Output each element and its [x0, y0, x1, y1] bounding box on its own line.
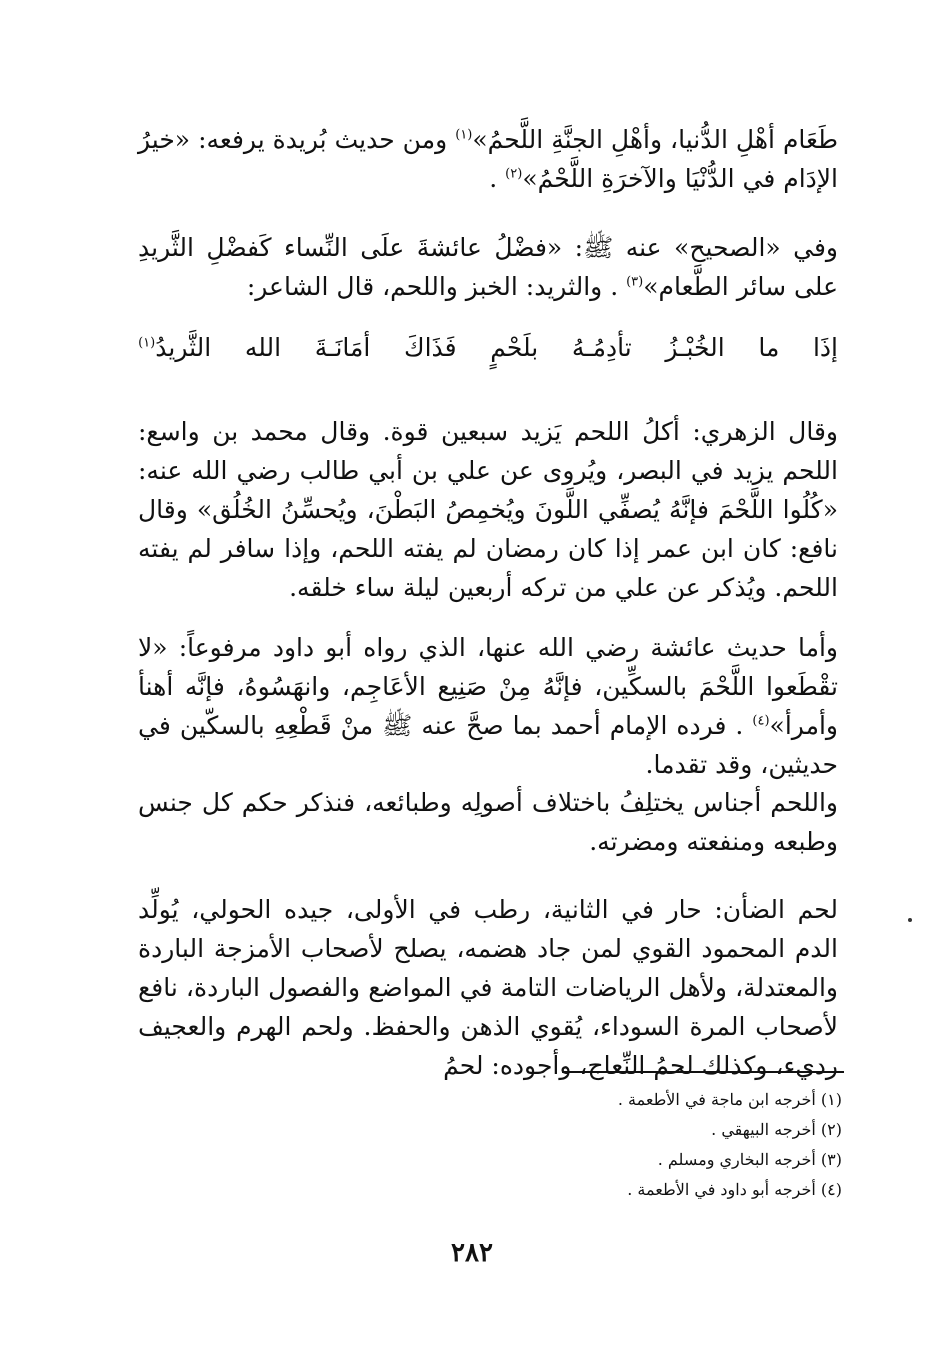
paragraph-meat-hadith-intro — [138, 120, 838, 198]
paragraph-text-part: . والثريد: الخبز واللحم، قال الشاعر: — [246, 272, 627, 301]
footnote-item: (٣) أخرجه البخاري ومسلم . — [657, 1150, 842, 1169]
paragraph-text — [138, 633, 838, 779]
verse-word: الخُبْـزُ — [665, 333, 725, 362]
paragraph-text: واللحم أجناس يختلِفُ باختلاف أصولِه وطبائعه، فنذكر حكم كل جنس وطبعه ومنفعته ومضرته. — [138, 788, 838, 856]
verse-word: تأدِمُـهُ — [571, 333, 632, 362]
footnote-ref: (٢) — [505, 166, 523, 182]
scan-speck — [908, 918, 912, 922]
verse-word: إذَا — [812, 333, 838, 362]
paragraph-zuhri — [138, 412, 838, 607]
footnote-ref: (٣) — [626, 274, 644, 290]
paragraph-aisha-virtue — [138, 228, 838, 306]
page-number: ٢٨٢ — [451, 1238, 493, 1268]
verse-word: بلَحْمٍ — [490, 333, 539, 362]
paragraph-text-part: . — [489, 164, 506, 193]
footnote-ref: (٤) — [752, 713, 770, 729]
paragraph-text: لحم الضأن: حار في الثانية، رطب في الأولى، جيده الحولي، يُولِّد الدم المحمود القوي لمن جاد هضمه، يصلح لأصحاب الأمزجة الباردة والمعتدلة، ولأهل الرياضات التامة في المواضع والفصول الباردة، نافع لأصحاب المرة السوداء، يُقوي الذهن والحفظ. ولحم الهرم والعجيف رديء، وكذلك لحمُ النِّعاج، وأجوده: لحمُ — [138, 895, 838, 1080]
footnote-ref: (١) — [138, 335, 156, 351]
paragraph-text: وقال الزهري: أكلُ اللحم يَزيد سبعين قوة. وقال محمد بن واسع: اللحم يزيد في البصر، ويُروى عن علي بن أبي طالب رضي الله عنه: «كُلُوا اللَّحْمَ فإنَّهُ يُصفِّي اللَّونَ ويُخمِصُ البَطْنَ، ويُحسِّنُ الخُلُق» وقال نافع: كان ابن عمر إذا كان رمضان لم يفته اللحم، وإذا سافر لم يفته اللحم. ويُذكر عن علي من تركه أربعين ليلة ساء خلقه. — [138, 417, 838, 602]
paragraph-meat-types — [138, 783, 838, 861]
verse-word: أمَانَـةَ — [314, 333, 371, 362]
paragraph-text — [138, 125, 838, 193]
verse-word: الثَّريدُ — [155, 333, 212, 362]
paragraph-text-part: وفي «الصحيح» عنه ﷺ: «فضْلُ عائشةَ علَى النِّساء كَفضْلِ الثَّريدِ على سائر الطَّعام» — [138, 233, 838, 301]
verse-word: ما — [758, 333, 780, 362]
footnote-item: (٤) أخرجه أبو داود في الأطعمة . — [627, 1180, 842, 1199]
footnote-item: (٢) أخرجه البيهقي . — [711, 1120, 842, 1139]
paragraph-text — [138, 233, 838, 301]
paragraph-text-part: وأما حديث عائشة رضي الله عنها، الذي رواه أبو داود مرفوعاً: «لا تقْطَعوا اللَّحْمَ بالسكِّين، فإنَّهُ مِنْ صَنِيع الأعَاجِم، وانهَسُوهُ، فإنَّه أهنأ وأمرأ» — [138, 633, 838, 740]
footnote-divider — [562, 1071, 844, 1073]
verse-word: فَذَاكَ — [403, 333, 457, 362]
poetry-verse — [138, 328, 838, 368]
paragraph-text-part: طَعَام أهْلِ الدُّنيا، وأهْلِ الجنَّةِ اللَّحمُ» — [472, 125, 839, 154]
paragraph-text-part: . فرده الإمام أحمد بما صحَّ عنه ﷺ منْ قَطْعِهِ بالسكّين في حديثين، وقد تقدما. — [138, 711, 838, 779]
footnotes-list — [450, 1085, 842, 1205]
verse-word-last — [138, 328, 211, 368]
paragraph-lamb-meat — [138, 890, 838, 1085]
paragraph-text-part: ومن حديث بُريدة يرفعه: «خيرُ الإدَام في الدُّنْيَا والآخرَةِ اللَّحْمُ» — [138, 125, 838, 193]
verse-word: الله — [244, 333, 282, 362]
footnote-ref: (١) — [455, 127, 473, 143]
footnote-item: (١) أخرجه ابن ماجة في الأطعمة . — [617, 1090, 842, 1109]
paragraph-aisha-knife — [138, 628, 838, 784]
